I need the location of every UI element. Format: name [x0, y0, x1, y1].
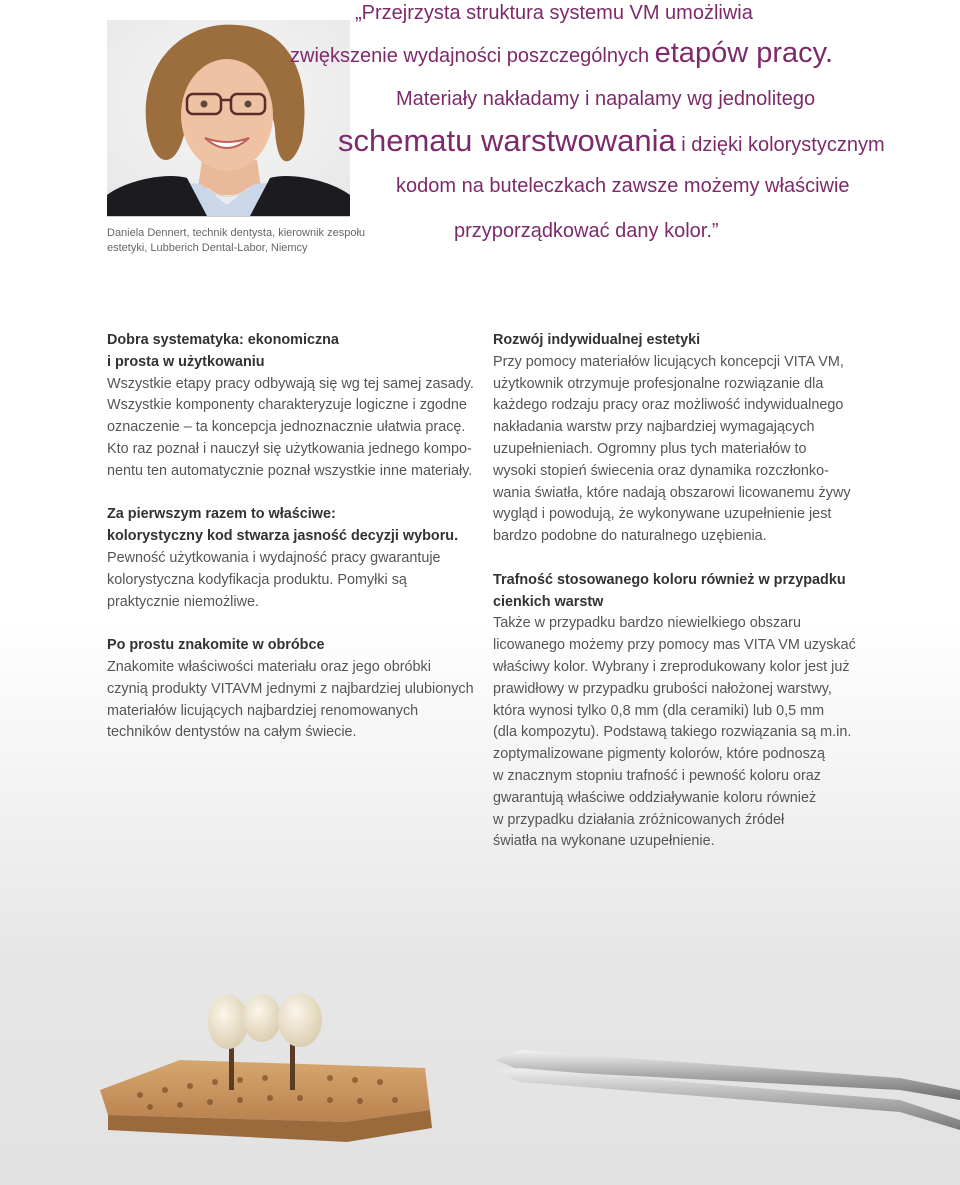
quote-line-1: „Przejrzysta struktura systemu VM umożliwia: [355, 2, 753, 24]
body-line: każdego rodzaju pracy oraz możliwość indywidualnego: [493, 397, 844, 414]
body-line: gwarantują właściwe oddziaływanie koloru również: [493, 789, 817, 806]
left-column: [107, 330, 477, 766]
body-line: właściwy kolor. Wybrany i zreprodukowany kolor jest już: [493, 658, 850, 675]
quote-line-5: kodom na buteleczkach zawsze możemy właściwie: [396, 175, 850, 197]
body-line: materiałów licujących najbardziej renomowanych: [107, 702, 419, 719]
caption-line: estetyki, Lubberich Dental-Labor, Niemcy: [107, 242, 308, 254]
body-line: Wszystkie komponenty charakteryzuje logiczne i zgodne: [107, 397, 467, 414]
body-line: która wynosi tylko 0,8 mm (dla ceramiki) lub 0,5 mm: [493, 702, 825, 719]
body-line: użytkownik otrzymuje profesjonalne rozwiązanie dla: [493, 375, 824, 392]
quote-emphasis: schematu warstwowania: [338, 123, 676, 158]
heading-line: i prosta w użytkowaniu: [107, 353, 265, 370]
heading-line: Za pierwszym razem to właściwe:: [107, 506, 336, 523]
section-heading: [107, 330, 477, 374]
body-line: oznaczenie – ta koncepcja jednoznacznie ułatwia pracę.: [107, 419, 466, 436]
body-line: Przy pomocy materiałów licujących koncepcji VITA VM,: [493, 353, 844, 370]
section-body: [107, 548, 477, 613]
photo-caption: [107, 226, 366, 256]
right-column: [493, 330, 873, 875]
caption-line: Daniela Dennert, technik dentysta, kierownik zespołu: [107, 227, 366, 239]
body-line: w przypadku działania zróżnicowanych źródeł: [493, 811, 785, 828]
body-line: techników dentystów na całym świecie.: [107, 724, 357, 741]
body-line: nakładania warstw przy najbardziej wymagających: [493, 419, 815, 436]
section-heading: [107, 504, 477, 548]
body-line: Wszystkie etapy pracy odbywają się wg tej samej zasady.: [107, 375, 474, 392]
body-line: wysoki stopień świecenia oraz dynamika rozczłonko-: [493, 462, 829, 479]
heading-line: cienkich warstw: [493, 593, 604, 610]
quote-line-2: [290, 38, 833, 71]
section-heading: [493, 570, 873, 614]
section-individual-aesthetics: [493, 330, 873, 548]
body-line: licowanego możemy przy pomocy mas VITA VM uzyskać: [493, 637, 856, 654]
body-line: kolorystyczna kodyfikacja produktu. Pomyłki są: [107, 571, 407, 588]
quote-line-4: [338, 124, 885, 162]
quote-emphasis: etapów pracy.: [654, 37, 834, 69]
body-line: (dla kompozytu). Podstawą takiego rozwiązania są m.in.: [493, 724, 852, 741]
heading-line: Po prostu znakomite w obróbce: [107, 637, 325, 654]
section-processing: [107, 635, 477, 744]
section-body: [493, 352, 873, 548]
section-systematics: [107, 330, 477, 483]
body-line: prawidłowy w przypadku grubości nałożonej warstwy,: [493, 680, 832, 697]
quote-text: zwiększenie wydajności poszczególnych: [290, 45, 655, 67]
body-line: światła na wykonane uzupełnienie.: [493, 833, 715, 850]
body-line: bardzo podobne do naturalnego uzębienia.: [493, 528, 767, 545]
quote-text: i dzięki kolorystycznym: [675, 134, 885, 156]
body-line: wania światła, które nadają obszarowi licowanemu żywy: [493, 484, 851, 501]
section-body: [493, 613, 873, 853]
body-line: w znacznym stopniu trafność i pewność koloru oraz: [493, 767, 821, 784]
section-heading: [493, 330, 873, 352]
dental-bridge-photo: [0, 960, 960, 1185]
heading-line: kolorystyczny kod stwarza jasność decyzji wyboru.: [107, 528, 459, 545]
quote-line-6: przyporządkować dany kolor.”: [454, 220, 719, 242]
body-line: wygląd i powodują, że wykonywane uzupełnienie jest: [493, 506, 832, 523]
section-thin-layers: [493, 570, 873, 853]
body-line: nentu ten automatycznie poznał wszystkie inne materiały.: [107, 462, 473, 479]
body-line: Kto raz poznał i nauczył się użytkowania jednego kompo-: [107, 440, 472, 457]
heading-line: Trafność stosowanego koloru również w przypadku: [493, 571, 846, 588]
section-heading: [107, 635, 477, 657]
photo-divider: [107, 216, 350, 217]
section-color-code: [107, 504, 477, 613]
body-line: Znakomite właściwości materiału oraz jego obróbki: [107, 658, 431, 675]
quote-line-3: Materiały nakładamy i napalamy wg jednolitego: [396, 88, 816, 110]
body-line: praktycznie niemożliwe.: [107, 593, 259, 610]
body-line: Pewność użytkowania i wydajność pracy gwarantuje: [107, 549, 441, 566]
body-line: Także w przypadku bardzo niewielkiego obszaru: [493, 615, 801, 632]
body-line: zoptymalizowane pigmenty kolorów, które podnoszą: [493, 746, 825, 763]
section-body: [107, 657, 477, 744]
section-body: [107, 374, 477, 483]
body-line: uzupełnieniach. Ogromny plus tych materiałów to: [493, 440, 807, 457]
heading-line: Dobra systematyka: ekonomiczna: [107, 332, 339, 348]
heading-line: Rozwój indywidualnej estetyki: [493, 332, 701, 348]
body-line: czynią produkty VITAVM jednymi z najbardziej ulubionych: [107, 680, 474, 697]
